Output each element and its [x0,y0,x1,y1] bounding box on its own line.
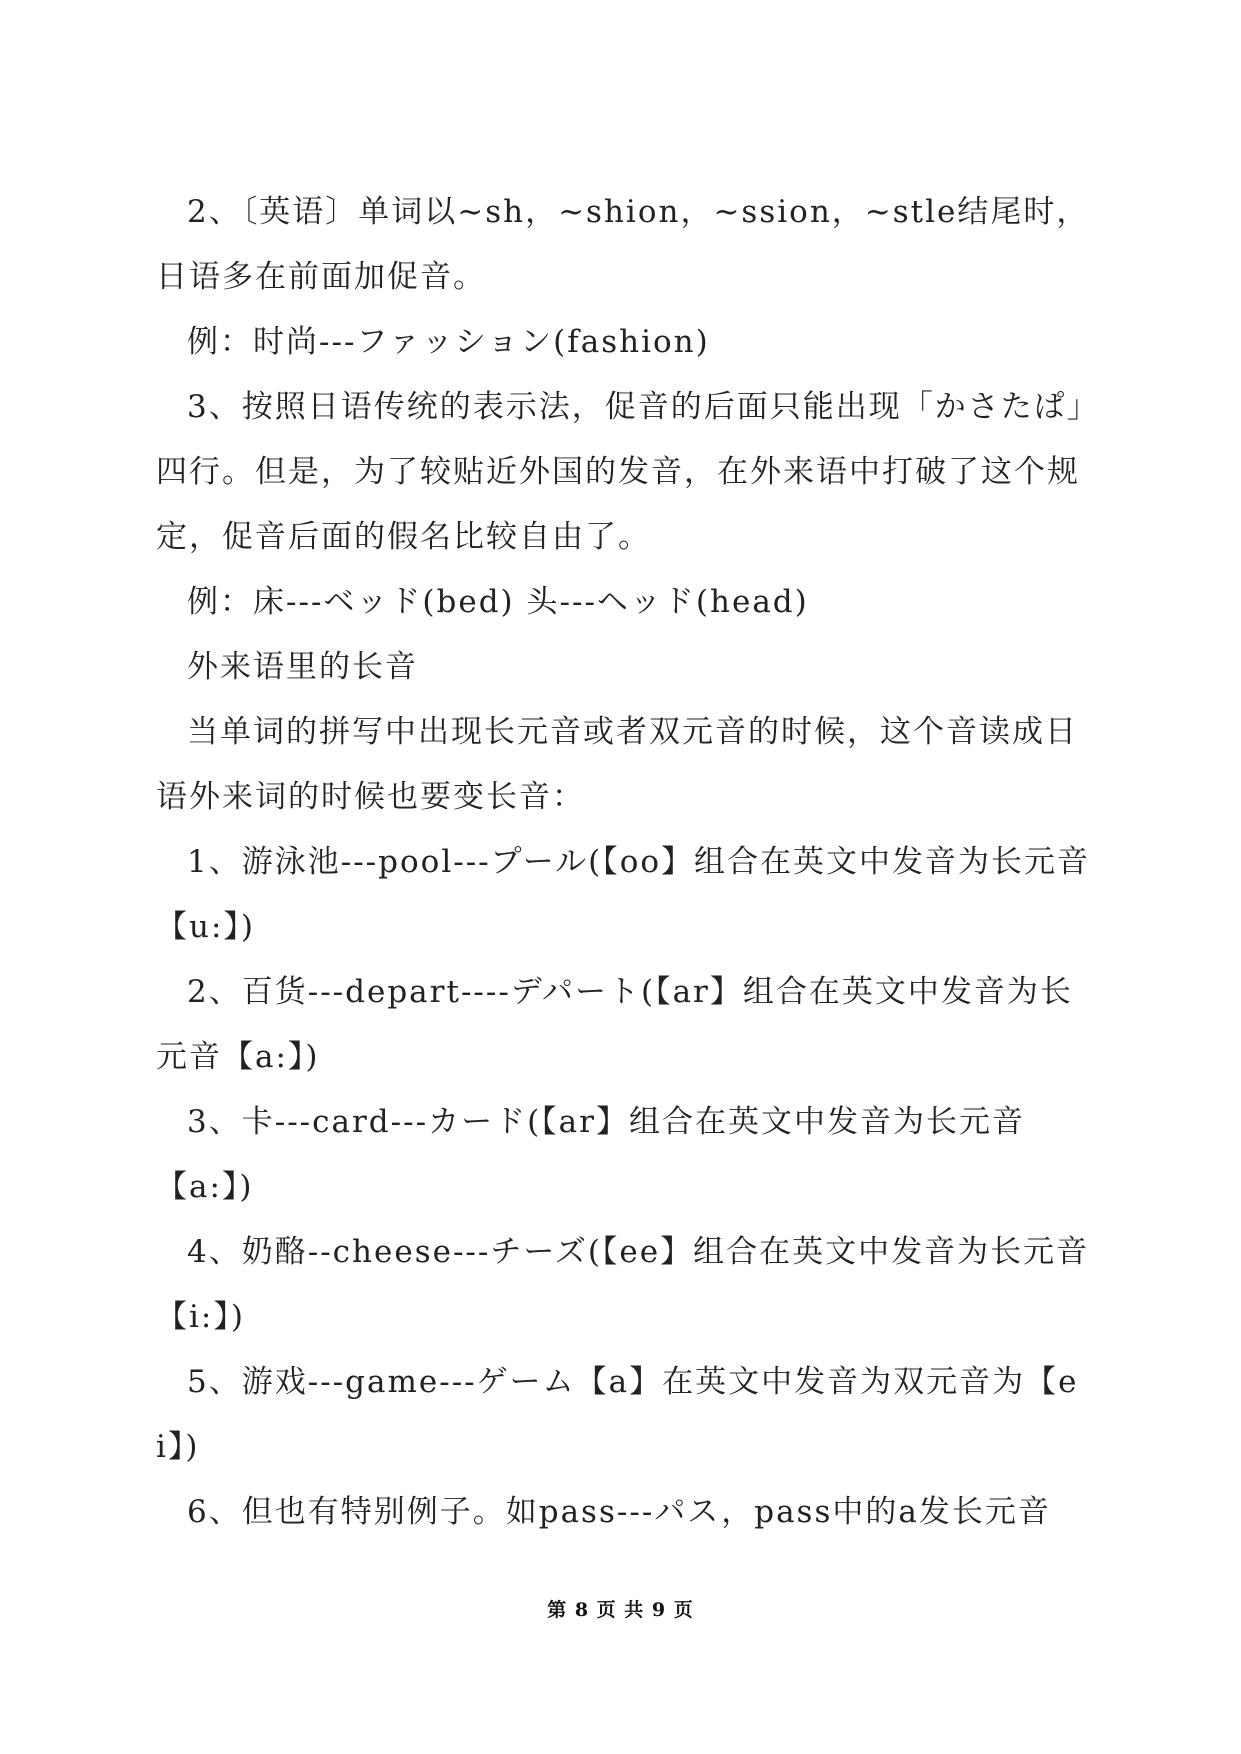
paragraph-example-fashion: 例：时尚---ファッション(fashion) [187,324,710,360]
paragraph-long-vowel-intro: 当单词的拼写中出现长元音或者双元音的时候，这个音读成日语外来词的时候也要变长音： [156,714,1078,815]
paragraph-example-bed-head: 例：床---ベッド(bed) 头---ヘッド(head) [187,584,809,620]
list-item-card: 3、卡---card---カード(【ar】组合在英文中发音为长元音【a:】) [156,1104,1025,1205]
paragraph-sokuon-rule-3: 3、按照日语传统的表示法，促音的后面只能出现「かさたぱ」四行。但是，为了较贴近外国的发音，在外来语中打破了这个规定，促音后面的假名比较自由了。 [156,389,1100,555]
list-item-pass: 6、但也有特别例子。如pass---パス，pass中的a发长元音 [187,1494,1051,1530]
list-item-game: 5、游戏---game---ゲーム【a】在英文中发音为双元音为【ei】) [156,1364,1079,1465]
page-body [156,180,1104,1545]
list-item-cheese: 4、奶酪--cheese---チーズ(【ee】组合在英文中发音为长元音【i:】) [156,1234,1090,1335]
list-item-pool: 1、游泳池---pool---プール(【oo】组合在英文中发音为长元音【u:】) [156,844,1091,945]
page-number-footer: 第 8 页 共 9 页 [547,1599,694,1621]
list-item-depart: 2、百货---depart----デパート(【ar】组合在英文中发音为长元音【a:】) [156,974,1073,1075]
paragraph-sokuon-rule-2: 2、〔英语〕单词以~sh，~shion，~ssion，~stle结尾时，日语多在前面加促音。 [156,194,1090,295]
section-heading-long-vowels: 外来语里的长音 [187,649,418,685]
